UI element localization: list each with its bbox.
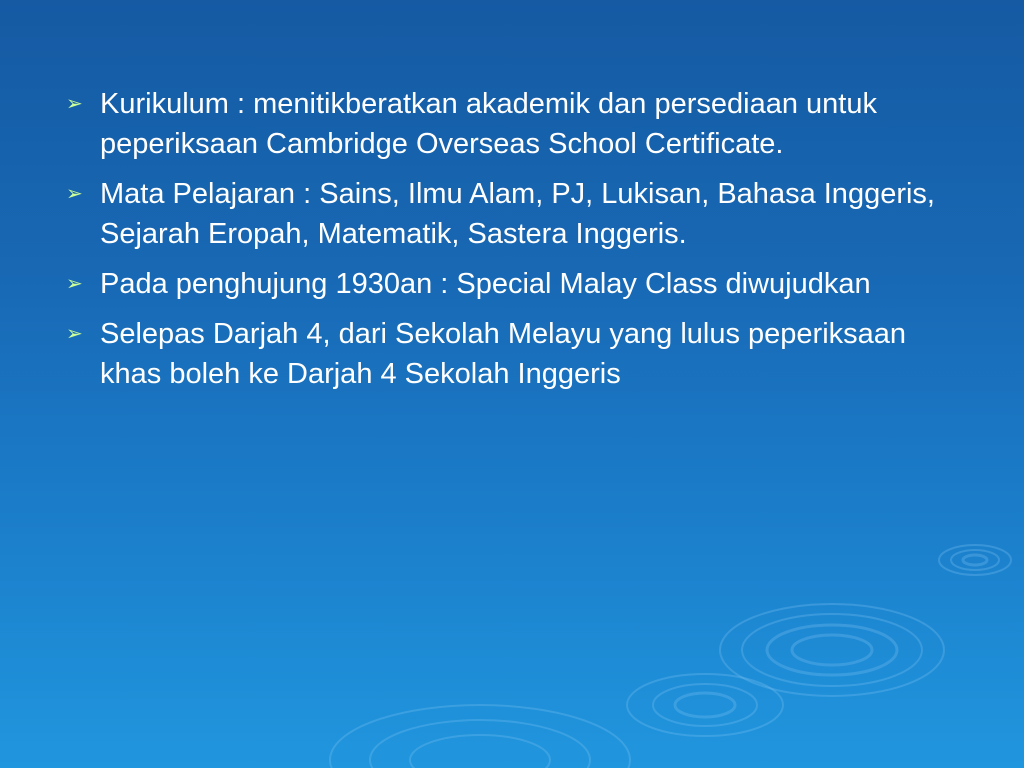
arrow-bullet-icon: ➢ — [66, 323, 83, 345]
bullet-text: Pada penghujung 1930an : Special Malay Class diwujudkan — [100, 268, 871, 300]
bullet-text: Mata Pelajaran : Sains, Ilmu Alam, PJ, Lukisan, Bahasa Inggeris, Sejarah Eropah, Matematik, Sastera Inggeris. — [100, 178, 935, 250]
bullet-text: Selepas Darjah 4, dari Sekolah Melayu yang lulus peperiksaan khas boleh ke Darjah 4 Sekolah Inggeris — [100, 318, 907, 390]
bullet-list — [66, 84, 966, 404]
bullet-text: Kurikulum : menitikberatkan akademik dan persediaan untuk peperiksaan Cambridge Overseas School Certificate. — [100, 88, 877, 160]
bullet-item — [66, 174, 966, 254]
arrow-bullet-icon: ➢ — [66, 93, 83, 115]
arrow-bullet-icon: ➢ — [66, 273, 83, 295]
arrow-bullet-icon: ➢ — [66, 183, 83, 205]
bullet-item — [66, 84, 966, 164]
bullet-item — [66, 314, 966, 394]
bullet-item — [66, 264, 966, 304]
